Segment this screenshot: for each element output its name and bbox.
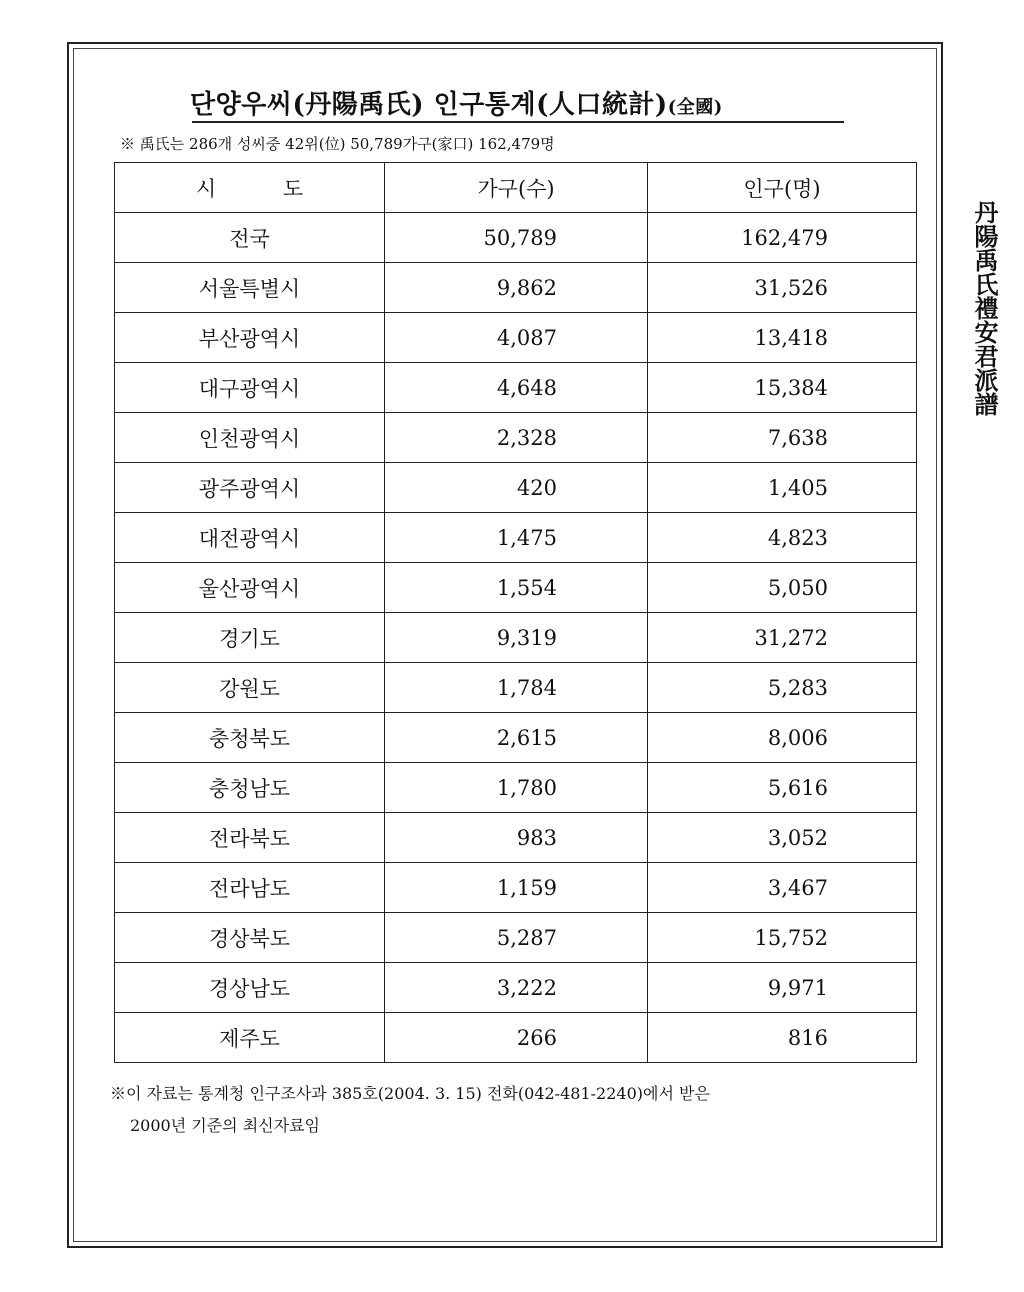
cell-region: 충청남도 [115, 763, 385, 813]
cell-population: 3,467 [648, 863, 917, 913]
cell-region: 울산광역시 [115, 563, 385, 613]
cell-population: 31,272 [648, 613, 917, 663]
header-population: 인구(명) [648, 163, 917, 213]
cell-population: 816 [648, 1013, 917, 1063]
cell-households: 5,287 [385, 913, 648, 963]
title-suffix: (全國) [667, 97, 723, 118]
table-row [115, 463, 917, 513]
cell-population: 4,823 [648, 513, 917, 563]
cell-region: 광주광역시 [115, 463, 385, 513]
cell-region: 인천광역시 [115, 413, 385, 463]
cell-households: 50,789 [385, 213, 648, 263]
cell-region: 부산광역시 [115, 313, 385, 363]
source-note-line2: 2000년 기준의 최신자료임 [130, 1116, 320, 1135]
cell-population: 31,526 [648, 263, 917, 313]
cell-population: 5,616 [648, 763, 917, 813]
table-row [115, 413, 917, 463]
table-row [115, 713, 917, 763]
cell-population: 7,638 [648, 413, 917, 463]
header-region: 시 도 [115, 163, 385, 213]
cell-population: 5,283 [648, 663, 917, 713]
cell-region: 전국 [115, 213, 385, 263]
cell-region: 전라남도 [115, 863, 385, 913]
cell-households: 4,087 [385, 313, 648, 363]
table-row [115, 913, 917, 963]
side-vertical-title: 丹陽禹氏禮安君派譜 [970, 200, 999, 416]
cell-households: 4,648 [385, 363, 648, 413]
cell-population: 5,050 [648, 563, 917, 613]
cell-region: 서울특별시 [115, 263, 385, 313]
cell-region: 경상북도 [115, 913, 385, 963]
table-row [115, 613, 917, 663]
source-note-line1: ※이 자료는 통계청 인구조사과 385호(2004. 3. 15) 전화(042-481-2240)에서 받은 [110, 1084, 710, 1103]
cell-households: 2,615 [385, 713, 648, 763]
title-main: 단양우씨(丹陽禹氏) 인구통계(人口統計) [190, 90, 668, 120]
table-row [115, 663, 917, 713]
population-table [114, 162, 917, 1063]
cell-population: 162,479 [648, 213, 917, 263]
cell-region: 충청북도 [115, 713, 385, 763]
cell-households: 9,319 [385, 613, 648, 663]
cell-region: 전라북도 [115, 813, 385, 863]
table-row [115, 513, 917, 563]
table-row [115, 813, 917, 863]
cell-households: 1,159 [385, 863, 648, 913]
table-row [115, 563, 917, 613]
table-row [115, 313, 917, 363]
cell-households: 1,554 [385, 563, 648, 613]
cell-households: 266 [385, 1013, 648, 1063]
cell-households: 420 [385, 463, 648, 513]
cell-region: 대전광역시 [115, 513, 385, 563]
cell-households: 9,862 [385, 263, 648, 313]
cell-households: 2,328 [385, 413, 648, 463]
page-title [190, 84, 850, 121]
cell-population: 9,971 [648, 963, 917, 1013]
cell-region: 경기도 [115, 613, 385, 663]
cell-households: 1,475 [385, 513, 648, 563]
cell-region: 대구광역시 [115, 363, 385, 413]
table-row [115, 263, 917, 313]
cell-households: 3,222 [385, 963, 648, 1013]
cell-region: 강원도 [115, 663, 385, 713]
table-row [115, 213, 917, 263]
cell-region: 제주도 [115, 1013, 385, 1063]
cell-population: 13,418 [648, 313, 917, 363]
summary-note: ※ 禹氏는 286개 성씨중 42위(位) 50,789가구(家口) 162,479명 [120, 135, 555, 153]
table-row [115, 1013, 917, 1063]
table-body [115, 213, 917, 1063]
cell-population: 15,384 [648, 363, 917, 413]
cell-households: 983 [385, 813, 648, 863]
cell-population: 1,405 [648, 463, 917, 513]
cell-households: 1,780 [385, 763, 648, 813]
table-header-row [115, 163, 917, 213]
cell-region: 경상남도 [115, 963, 385, 1013]
cell-households: 1,784 [385, 663, 648, 713]
table-row [115, 863, 917, 913]
cell-population: 8,006 [648, 713, 917, 763]
title-underline [192, 121, 844, 123]
cell-population: 15,752 [648, 913, 917, 963]
cell-population: 3,052 [648, 813, 917, 863]
table-row [115, 763, 917, 813]
table-row [115, 363, 917, 413]
header-households: 가구(수) [385, 163, 648, 213]
table-row [115, 963, 917, 1013]
